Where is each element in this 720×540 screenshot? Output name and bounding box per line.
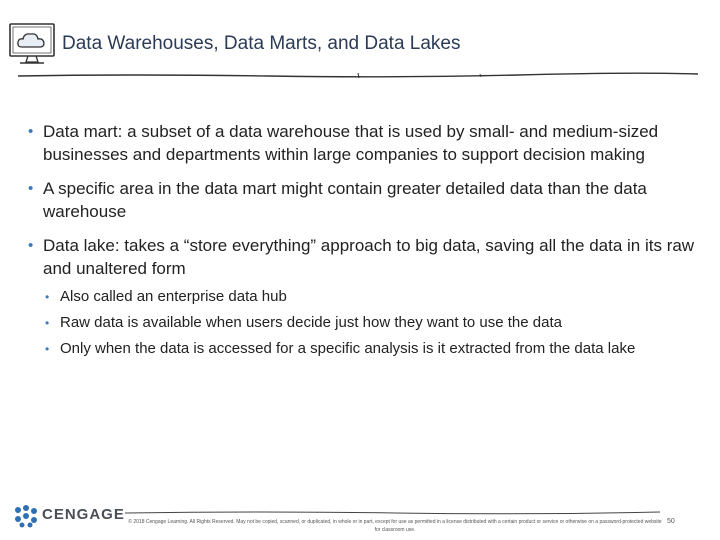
bullet-marker: • — [28, 237, 34, 254]
bullet-text: Data mart: a subset of a data warehouse that is used by small- and medium-sized businesses and departments within large companies to support decision making — [43, 122, 659, 164]
sub-bullet-item — [28, 287, 698, 307]
slide-body — [28, 120, 698, 365]
monitor-cloud-icon — [6, 20, 58, 68]
slide-title: Data Warehouses, Data Marts, and Data Lakes — [62, 33, 461, 54]
copyright-notice: © 2018 Cengage Learning. All Rights Reserved. May not be copied, scanned, or duplicated, in whole or in part, except for use as permitted in a license distributed with a certain product or service or otherwise on a password-protected website for classroom use. — [128, 519, 662, 533]
sub-bullet-text: Raw data is available when users decide just how they want to use the data — [60, 314, 562, 331]
bullet-text: A specific area in the data mart might contain greater detailed data than the data warehouse — [43, 179, 647, 221]
bullet-item — [28, 177, 698, 223]
title-divider — [18, 70, 698, 82]
sub-bullet-text: Also called an enterprise data hub — [60, 288, 287, 305]
sub-bullet-item — [28, 339, 698, 359]
sub-bullet-text: Only when the data is accessed for a specific analysis is it extracted from the data lake — [60, 340, 636, 357]
sub-bullet-marker: • — [45, 342, 50, 356]
cengage-logo-text: CENGAGE — [42, 506, 125, 523]
bullet-marker: • — [28, 180, 34, 197]
footer-divider — [125, 508, 660, 516]
bullet-text: Data lake: takes a “store everything” approach to big data, saving all the data in its raw and unaltered form — [43, 236, 695, 278]
bullet-marker: • — [28, 123, 34, 140]
sub-bullet-item — [28, 313, 698, 333]
sub-bullet-marker: • — [45, 316, 50, 330]
bullet-item — [28, 234, 698, 280]
sub-bullet-marker: • — [45, 290, 50, 304]
sub-bullet-list — [28, 287, 698, 359]
bullet-item — [28, 120, 698, 166]
page-number: 50 — [667, 518, 675, 525]
